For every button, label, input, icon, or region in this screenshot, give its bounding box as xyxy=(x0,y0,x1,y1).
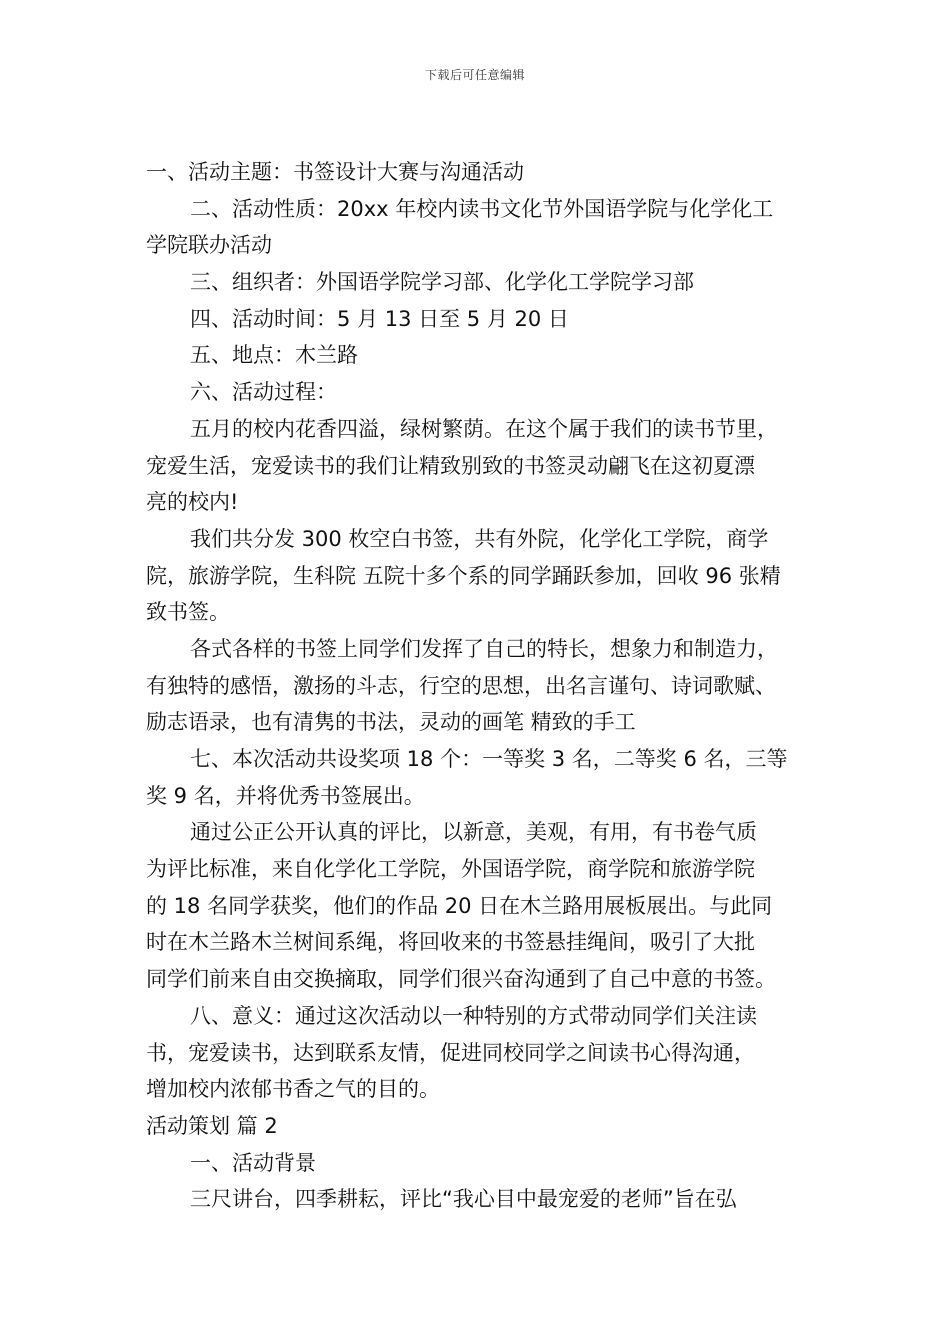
body-line: 五、地点：木兰路 xyxy=(190,343,358,368)
body-line: 四、活动时间：5 月 13 日至 5 月 20 日 xyxy=(190,306,569,331)
body-line: 奖 9 名，并将优秀书签展出。 xyxy=(146,783,425,808)
body-line: 致书签。 xyxy=(146,600,230,625)
body-line: 我们共分发 300 枚空白书签，共有外院，化学化工学院，商学 xyxy=(190,526,769,551)
body-line: 三尺讲台，四季耕耘，评比“我心目中最宠爱的老师”旨在弘 xyxy=(190,1187,737,1212)
body-line: 增加校内浓郁书香之气的目的。 xyxy=(146,1077,440,1102)
body-line: 为评比标准，来自化学化工学院，外国语学院，商学院和旅游学院 xyxy=(146,857,755,882)
body-line: 学院联办活动 xyxy=(146,233,272,258)
body-line: 七、本次活动共设奖项 18 个：一等奖 3 名，二等奖 6 名，三等 xyxy=(190,747,788,771)
body-line: 的 18 名同学获奖，他们的作品 20 日在木兰路用展板展出。与此同 xyxy=(146,893,773,918)
body-line: 励志语录，也有清隽的书法，灵动的画笔 精致的手工 xyxy=(146,710,636,735)
header-note: 下载后可任意编辑 xyxy=(424,68,525,82)
body-line: 同学们前来自由交换摘取，同学们很兴奋沟通到了自己中意的书签。 xyxy=(146,967,776,992)
body-line: 五月的校内花香四溢，绿树繁荫。在这个属于我们的读书节里， xyxy=(190,416,778,441)
body-line: 一、活动背景 xyxy=(190,1150,316,1175)
body-line: 活动策划 篇 2 xyxy=(146,1113,278,1138)
document-body xyxy=(146,154,826,1218)
body-line: 二、活动性质：20xx 年校内读书文化节外国语学院与化学化工 xyxy=(190,196,774,221)
body-line: 通过公正公开认真的评比，以新意，美观，有用，有书卷气质 xyxy=(190,820,757,845)
body-line: 各式各样的书签上同学们发挥了自己的特长，想象力和制造力， xyxy=(190,636,778,661)
body-line: 院，旅游学院，生科院 五院十多个系的同学踊跃参加，回收 96 张精 xyxy=(146,563,781,588)
body-line: 八、意义：通过这次活动以一种特别的方式带动同学们关注读 xyxy=(190,1003,757,1028)
body-line: 亮的校内! xyxy=(146,490,239,515)
body-line: 三、组织者：外国语学院学习部、化学化工学院学习部 xyxy=(190,270,694,295)
body-line: 时在木兰路木兰树间系绳，将回收来的书签悬挂绳间，吸引了大批 xyxy=(146,930,755,955)
body-line: 书，宠爱读书，达到联系友情，促进同校同学之间读书心得沟通， xyxy=(146,1040,755,1065)
body-line: 宠爱生活，宠爱读书的我们让精致别致的书签灵动翩飞在这初夏漂 xyxy=(146,453,755,478)
body-line: 六、活动过程： xyxy=(190,380,337,405)
body-line: 一、活动主题：书签设计大赛与沟通活动 xyxy=(146,160,524,184)
body-line: 有独特的感悟，激扬的斗志，行空的思想，出名言谨句、诗词歌赋、 xyxy=(146,673,776,698)
